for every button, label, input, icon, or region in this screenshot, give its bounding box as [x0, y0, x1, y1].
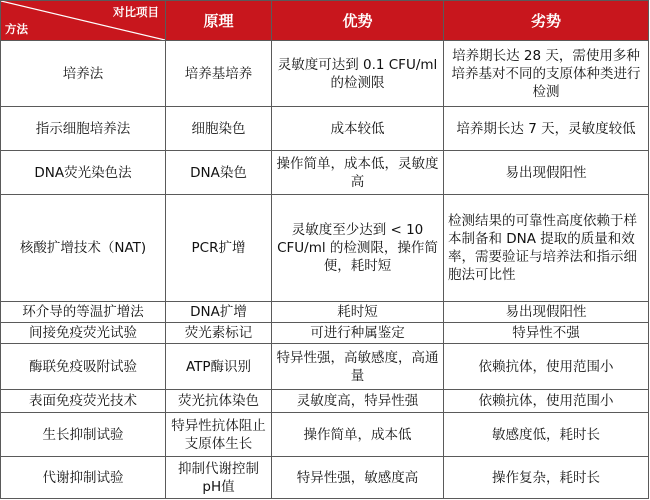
method-cell: 酶联免疫吸附试验 [1, 344, 166, 390]
disadvantage-cell: 依赖抗体，使用范围小 [444, 390, 649, 413]
table-row [1, 390, 649, 413]
method-cell: 间接免疫荧光试验 [1, 323, 166, 344]
advantage-cell: 耗时短 [272, 302, 444, 323]
principle-cell: DNA扩增 [166, 302, 272, 323]
disadvantage-cell: 易出现假阳性 [444, 302, 649, 323]
method-cell: 培养法 [1, 41, 166, 107]
advantage-cell: 灵敏度可达到 0.1 CFU/ml 的检测限 [272, 41, 444, 107]
table-row [1, 195, 649, 302]
method-cell: 表面免疫荧光技术 [1, 390, 166, 413]
advantage-cell: 成本较低 [272, 107, 444, 151]
disadvantage-cell: 操作复杂，耗时长 [444, 457, 649, 499]
disadvantage-cell: 特异性不强 [444, 323, 649, 344]
advantage-cell: 特异性强，敏感度高 [272, 457, 444, 499]
disadvantage-cell: 易出现假阳性 [444, 151, 649, 195]
method-cell: DNA荧光染色法 [1, 151, 166, 195]
header-row [1, 1, 649, 41]
principle-cell: PCR扩增 [166, 195, 272, 302]
method-cell: 核酸扩增技术（NAT) [1, 195, 166, 302]
table-row [1, 413, 649, 457]
table-row [1, 344, 649, 390]
disadvantage-cell: 敏感度低，耗时长 [444, 413, 649, 457]
principle-cell: 培养基培养 [166, 41, 272, 107]
header-advantage: 优势 [272, 1, 444, 41]
method-cell: 环介导的等温扩增法 [1, 302, 166, 323]
table-row [1, 323, 649, 344]
method-cell: 代谢抑制试验 [1, 457, 166, 499]
advantage-cell: 灵敏度高，特异性强 [272, 390, 444, 413]
table-row [1, 41, 649, 107]
table-row [1, 151, 649, 195]
corner-header-cell [1, 1, 166, 41]
header-disadvantage: 劣势 [444, 1, 649, 41]
principle-cell: 抑制代谢控制pH值 [166, 457, 272, 499]
principle-cell: 荧光抗体染色 [166, 390, 272, 413]
disadvantage-cell: 依赖抗体，使用范围小 [444, 344, 649, 390]
table-row [1, 302, 649, 323]
table-row [1, 107, 649, 151]
method-cell: 指示细胞培养法 [1, 107, 166, 151]
advantage-cell: 灵敏度至少达到 < 10 CFU/ml 的检测限，操作简便，耗时短 [272, 195, 444, 302]
corner-bottom-label: 方法 [5, 22, 28, 36]
disadvantage-cell: 培养期长达 28 天，需使用多种培养基对不同的支原体种类进行检测 [444, 41, 649, 107]
corner-top-label: 对比项目 [113, 5, 159, 19]
advantage-cell: 操作简单，成本低，灵敏度高 [272, 151, 444, 195]
principle-cell: ATP酶识别 [166, 344, 272, 390]
header-principle: 原理 [166, 1, 272, 41]
advantage-cell: 特异性强，高敏感度，高通量 [272, 344, 444, 390]
principle-cell: 细胞染色 [166, 107, 272, 151]
method-cell: 生长抑制试验 [1, 413, 166, 457]
principle-cell: 特异性抗体阻止支原体生长 [166, 413, 272, 457]
advantage-cell: 操作简单，成本低 [272, 413, 444, 457]
disadvantage-cell: 培养期长达 7 天，灵敏度较低 [444, 107, 649, 151]
disadvantage-cell: 检测结果的可靠性高度依赖于样本制备和 DNA 提取的质量和效率，需要验证与培养法和指示细胞法可比性 [444, 195, 649, 302]
table-row [1, 457, 649, 499]
advantage-cell: 可进行种属鉴定 [272, 323, 444, 344]
principle-cell: 荧光素标记 [166, 323, 272, 344]
principle-cell: DNA染色 [166, 151, 272, 195]
